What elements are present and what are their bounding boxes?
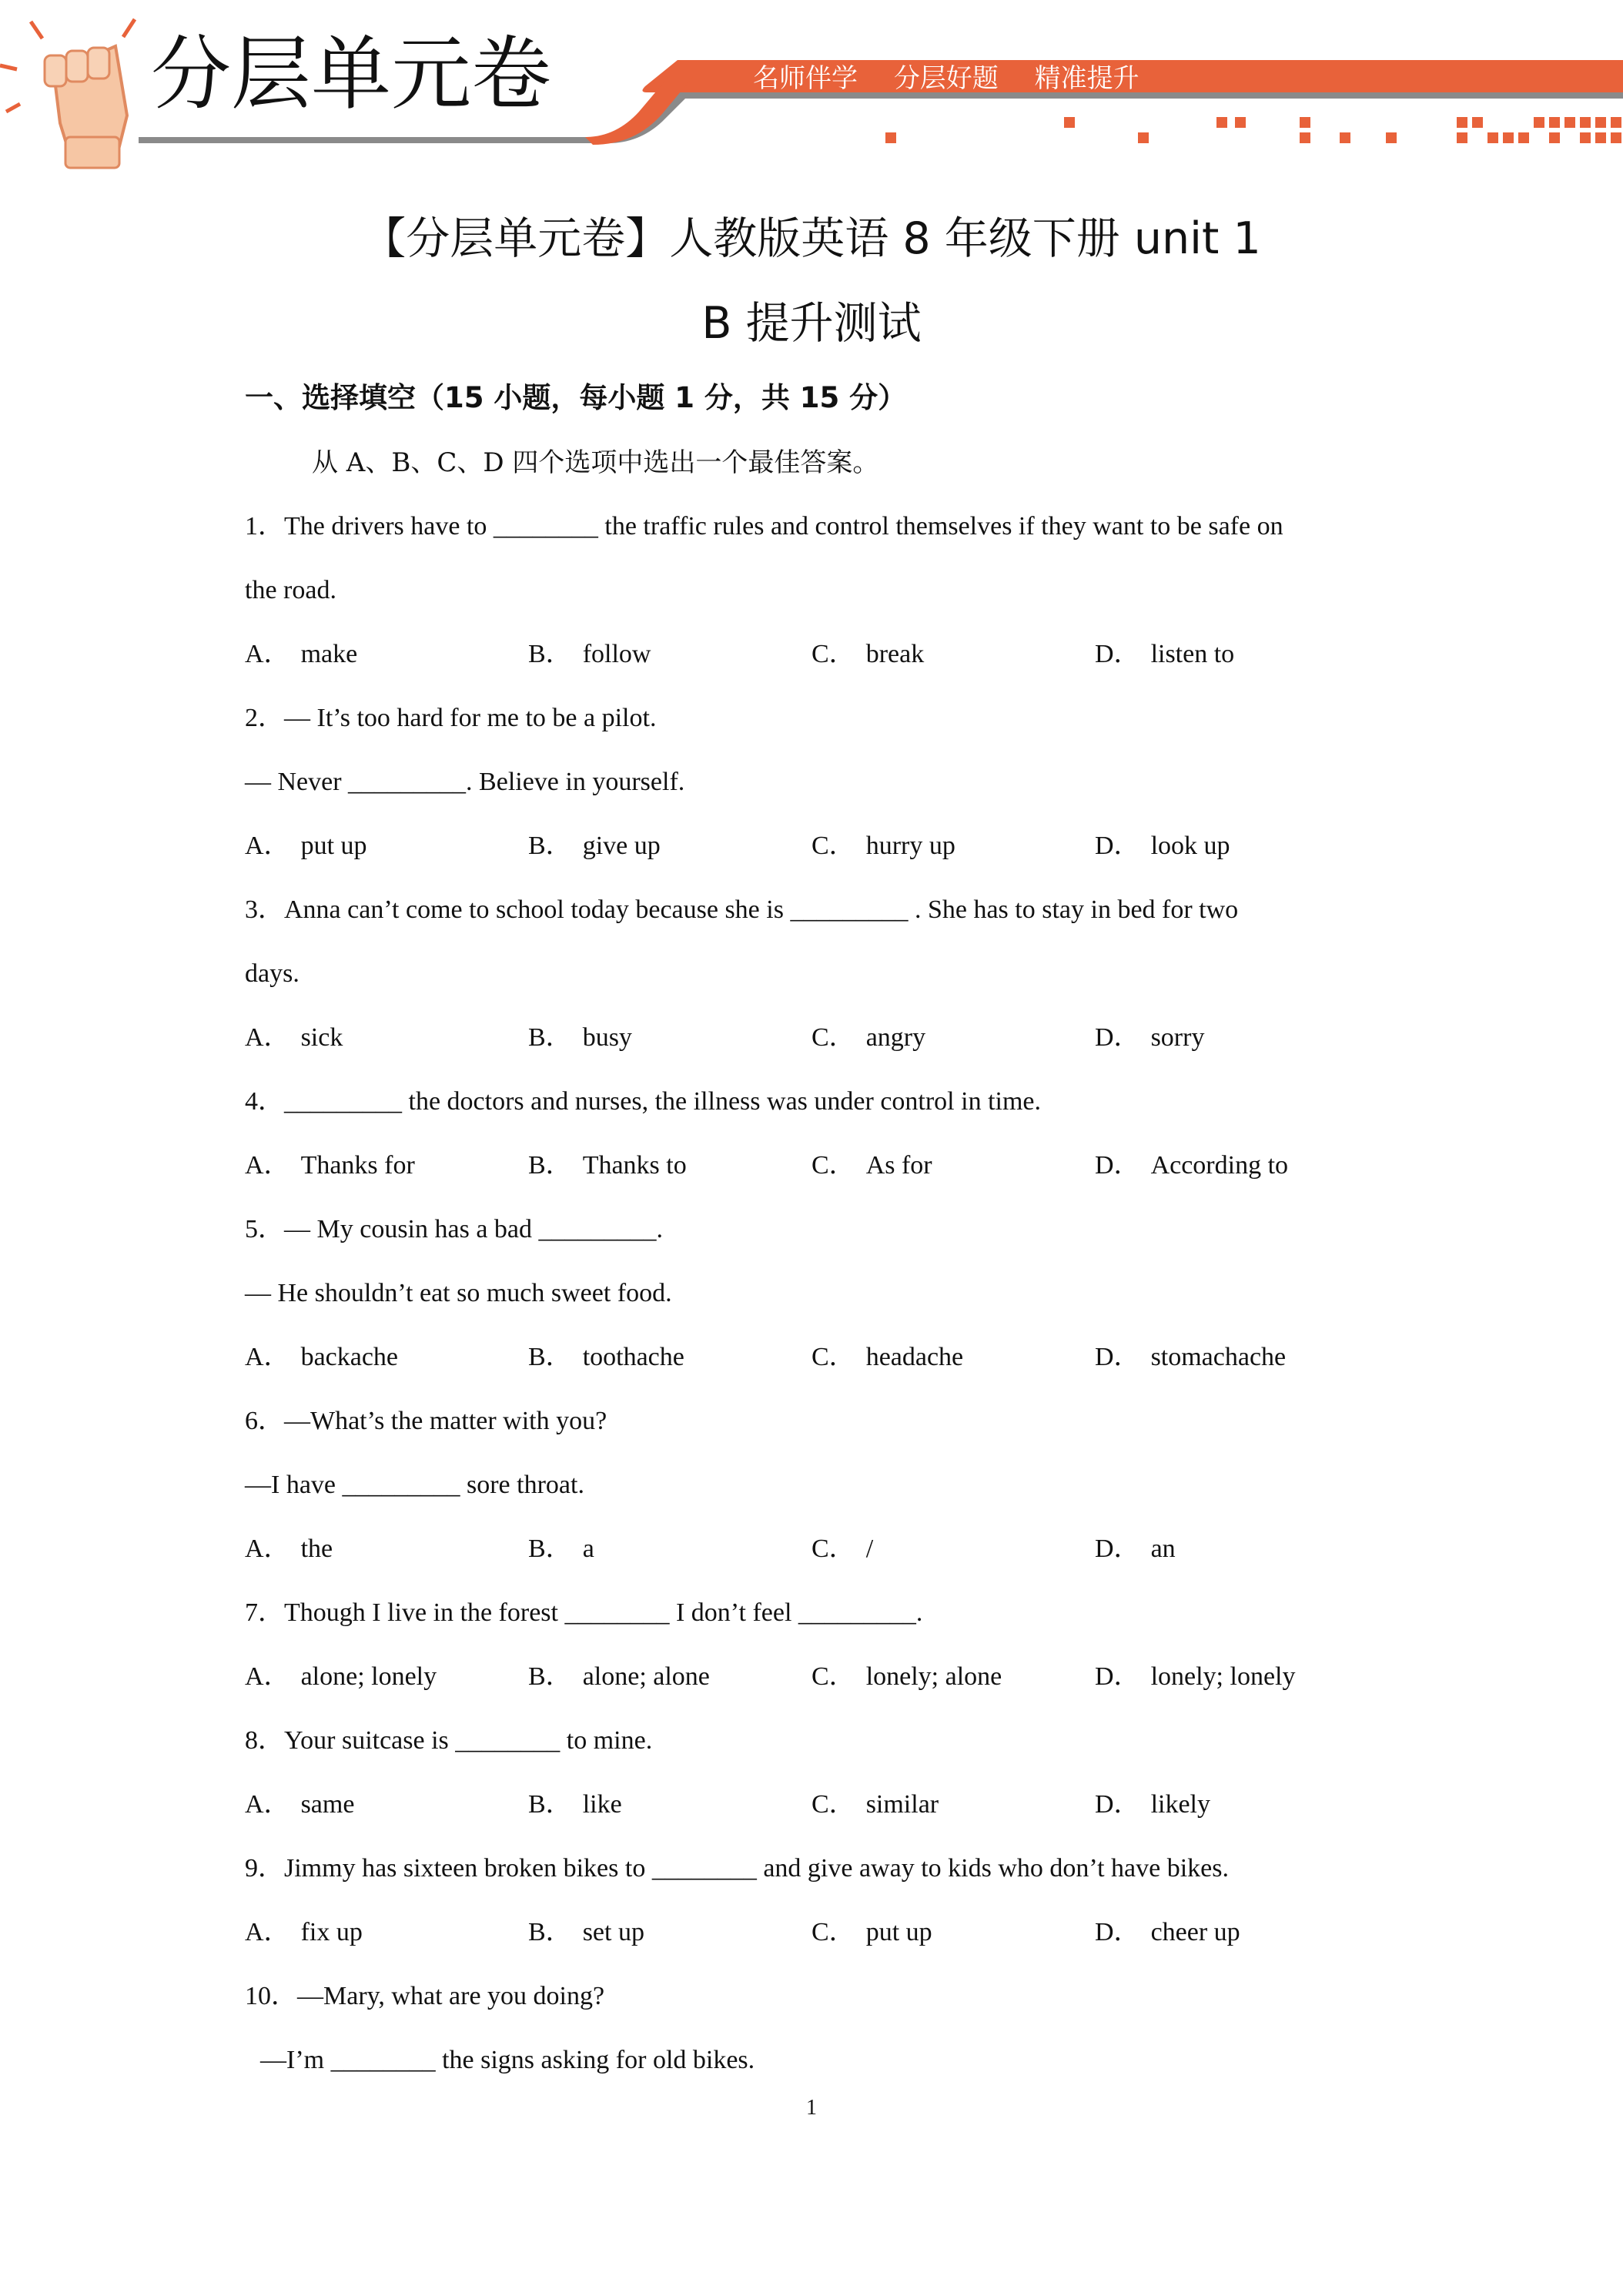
answer-option (528, 1146, 812, 1210)
option-letter: C． (812, 1151, 855, 1180)
option-letter: C． (812, 832, 855, 860)
question-text-line: — Never _________. Believe in yourself. (245, 768, 685, 796)
option-letter: B． (528, 1343, 572, 1371)
slogan-2: 分层好题 (893, 63, 999, 94)
option-row (245, 1019, 1400, 1083)
option-text: stomachache (1150, 1343, 1287, 1371)
option-letter: B． (528, 1918, 572, 1946)
option-letter: D． (1095, 1790, 1140, 1819)
answer-option (1095, 1338, 1378, 1402)
option-text: follow (582, 640, 651, 668)
option-letter: C． (812, 1535, 855, 1563)
option-text: the (300, 1535, 333, 1563)
option-text: lonely; lonely (1150, 1662, 1296, 1691)
option-letter: D． (1095, 1151, 1140, 1180)
answer-option (528, 827, 812, 891)
answer-option (528, 1530, 812, 1594)
answer-option (1095, 1658, 1378, 1722)
option-row (245, 827, 1400, 891)
option-text: look up (1150, 832, 1230, 860)
option-text: Thanks for (300, 1151, 415, 1180)
option-letter: B． (528, 1790, 572, 1819)
answer-option (812, 1019, 1095, 1083)
option-text: angry (865, 1023, 926, 1052)
option-letter: B． (528, 1151, 572, 1180)
option-text: break (865, 640, 925, 668)
question-text-line: 4．_________ the doctors and nurses, the illness was under control in time. (245, 1087, 1041, 1116)
answer-option (245, 827, 528, 891)
option-letter: A． (245, 1790, 290, 1819)
option-text: backache (300, 1343, 399, 1371)
brand-title: 分层单元卷 (151, 27, 552, 121)
option-row (245, 1146, 1400, 1210)
option-text: likely (1150, 1790, 1210, 1819)
option-row (245, 1786, 1400, 1849)
option-letter: D． (1095, 1918, 1140, 1946)
answer-option (528, 1786, 812, 1849)
document-title-line-2: B 提升测试 (701, 298, 922, 349)
option-letter: A． (245, 1918, 290, 1946)
option-letter: B． (528, 1023, 572, 1052)
answer-option (1095, 1019, 1378, 1083)
question-text-line: 3．Anna can’t come to school today because she is _________ . She has to stay in bed for two (245, 895, 1239, 924)
option-letter: A． (245, 640, 290, 668)
answer-option (1095, 1530, 1378, 1594)
answer-option (245, 1913, 528, 1977)
option-text: same (300, 1790, 355, 1819)
option-text: hurry up (865, 832, 955, 860)
answer-option (528, 1019, 812, 1083)
option-letter: B． (528, 1535, 572, 1563)
option-text: As for (865, 1151, 932, 1180)
answer-option (812, 1530, 1095, 1594)
option-text: give up (582, 832, 661, 860)
option-letter: D． (1095, 1535, 1140, 1563)
option-text: lonely; alone (865, 1662, 1002, 1691)
answer-option (1095, 827, 1378, 891)
question-text-line: days. (245, 959, 300, 988)
option-letter: A． (245, 1151, 290, 1180)
answer-option (528, 635, 812, 699)
option-text: alone; alone (582, 1662, 710, 1691)
answer-option (812, 1786, 1095, 1849)
answer-option (812, 1338, 1095, 1402)
answer-option (812, 1146, 1095, 1210)
answer-option (245, 1146, 528, 1210)
slogan-3: 精准提升 (1034, 63, 1139, 94)
answer-option (528, 1913, 812, 1977)
option-letter: A． (245, 1662, 290, 1691)
option-text: set up (582, 1918, 644, 1946)
answer-option (812, 827, 1095, 891)
answer-option (245, 1530, 528, 1594)
option-row (245, 635, 1400, 699)
question-text-line: —I have _________ sore throat. (245, 1471, 584, 1499)
option-text: an (1150, 1535, 1176, 1563)
answer-option (245, 1658, 528, 1722)
option-letter: C． (812, 1662, 855, 1691)
answer-option (528, 1658, 812, 1722)
option-text: a (582, 1535, 594, 1563)
question-text-line: 1．The drivers have to ________ the traffic rules and control themselves if they want to be safe on (245, 512, 1283, 541)
option-text: / (865, 1535, 874, 1563)
option-text: make (300, 640, 358, 668)
answer-option (245, 1338, 528, 1402)
question-text-line: the road. (245, 576, 336, 604)
answer-option (812, 635, 1095, 699)
answer-option (245, 1786, 528, 1849)
option-letter: A． (245, 832, 290, 860)
question-text-line: —I’m ________ the signs asking for old bikes. (260, 2046, 755, 2074)
answer-option (1095, 1913, 1378, 1977)
option-letter: C． (812, 1918, 855, 1946)
option-letter: D． (1095, 1023, 1140, 1052)
option-text: busy (582, 1023, 632, 1052)
slogan-bar (753, 60, 1167, 97)
answer-option (528, 1338, 812, 1402)
option-letter: D． (1095, 1343, 1140, 1371)
option-text: put up (865, 1918, 932, 1946)
option-text: put up (300, 832, 367, 860)
option-letter: D． (1095, 832, 1140, 860)
header-banner (0, 0, 1623, 177)
answer-option (1095, 635, 1378, 699)
question-text-line: 7．Though I live in the forest ________ I don’t feel _________. (245, 1598, 923, 1627)
answer-option (812, 1913, 1095, 1977)
option-row (245, 1658, 1400, 1722)
option-text: sorry (1150, 1023, 1205, 1052)
answer-option (245, 635, 528, 699)
page-number: 1 (806, 2096, 817, 2120)
instruction-text: 从 A、B、C、D 四个选项中选出一个最佳答案。 (312, 447, 879, 478)
option-text: like (582, 1790, 622, 1819)
fist-icon (0, 19, 135, 168)
answer-option (1095, 1146, 1378, 1210)
option-letter: C． (812, 1790, 855, 1819)
option-text: Thanks to (582, 1151, 687, 1180)
option-row (245, 1913, 1400, 1977)
document-title-line-1: 【分层单元卷】人教版英语 8 年级下册 unit 1 (362, 213, 1261, 264)
option-text: toothache (582, 1343, 684, 1371)
option-letter: C． (812, 640, 855, 668)
option-letter: B． (528, 1662, 572, 1691)
question-list (245, 507, 1400, 2105)
question-text-line: 9．Jimmy has sixteen broken bikes to ________ and give away to kids who don’t have bikes. (245, 1854, 1229, 1883)
question-text-line: 5．— My cousin has a bad _________. (245, 1215, 664, 1243)
option-letter: B． (528, 640, 572, 668)
slogan-1: 名师伴学 (753, 63, 858, 94)
question-text-line: 10．—Mary, what are you doing? (245, 1982, 605, 2010)
section-heading: 一、选择填空（15 小题，每小题 1 分，共 15 分） (245, 381, 907, 414)
answer-option (245, 1019, 528, 1083)
question-text-line: — He shouldn’t eat so much sweet food. (245, 1279, 672, 1307)
option-letter: A． (245, 1535, 290, 1563)
option-letter: A． (245, 1023, 290, 1052)
question-text-line: 8．Your suitcase is ________ to mine. (245, 1726, 653, 1755)
question-text-line: 2．— It’s too hard for me to be a pilot. (245, 704, 657, 732)
option-text: fix up (300, 1918, 363, 1946)
option-letter: C． (812, 1023, 855, 1052)
question-text-line: 6．—What’s the matter with you? (245, 1407, 607, 1435)
option-letter: D． (1095, 1662, 1140, 1691)
answer-option (812, 1658, 1095, 1722)
option-text: sick (300, 1023, 343, 1052)
option-letter: D． (1095, 640, 1140, 668)
option-text: alone; lonely (300, 1662, 437, 1691)
option-letter: C． (812, 1343, 855, 1371)
option-text: According to (1150, 1151, 1289, 1180)
option-letter: B． (528, 832, 572, 860)
option-text: cheer up (1150, 1918, 1240, 1946)
option-text: headache (865, 1343, 964, 1371)
answer-option (1095, 1786, 1378, 1849)
option-letter: A． (245, 1343, 290, 1371)
option-row (245, 1530, 1400, 1594)
option-text: listen to (1150, 640, 1235, 668)
option-row (245, 1338, 1400, 1402)
option-text: similar (865, 1790, 939, 1819)
